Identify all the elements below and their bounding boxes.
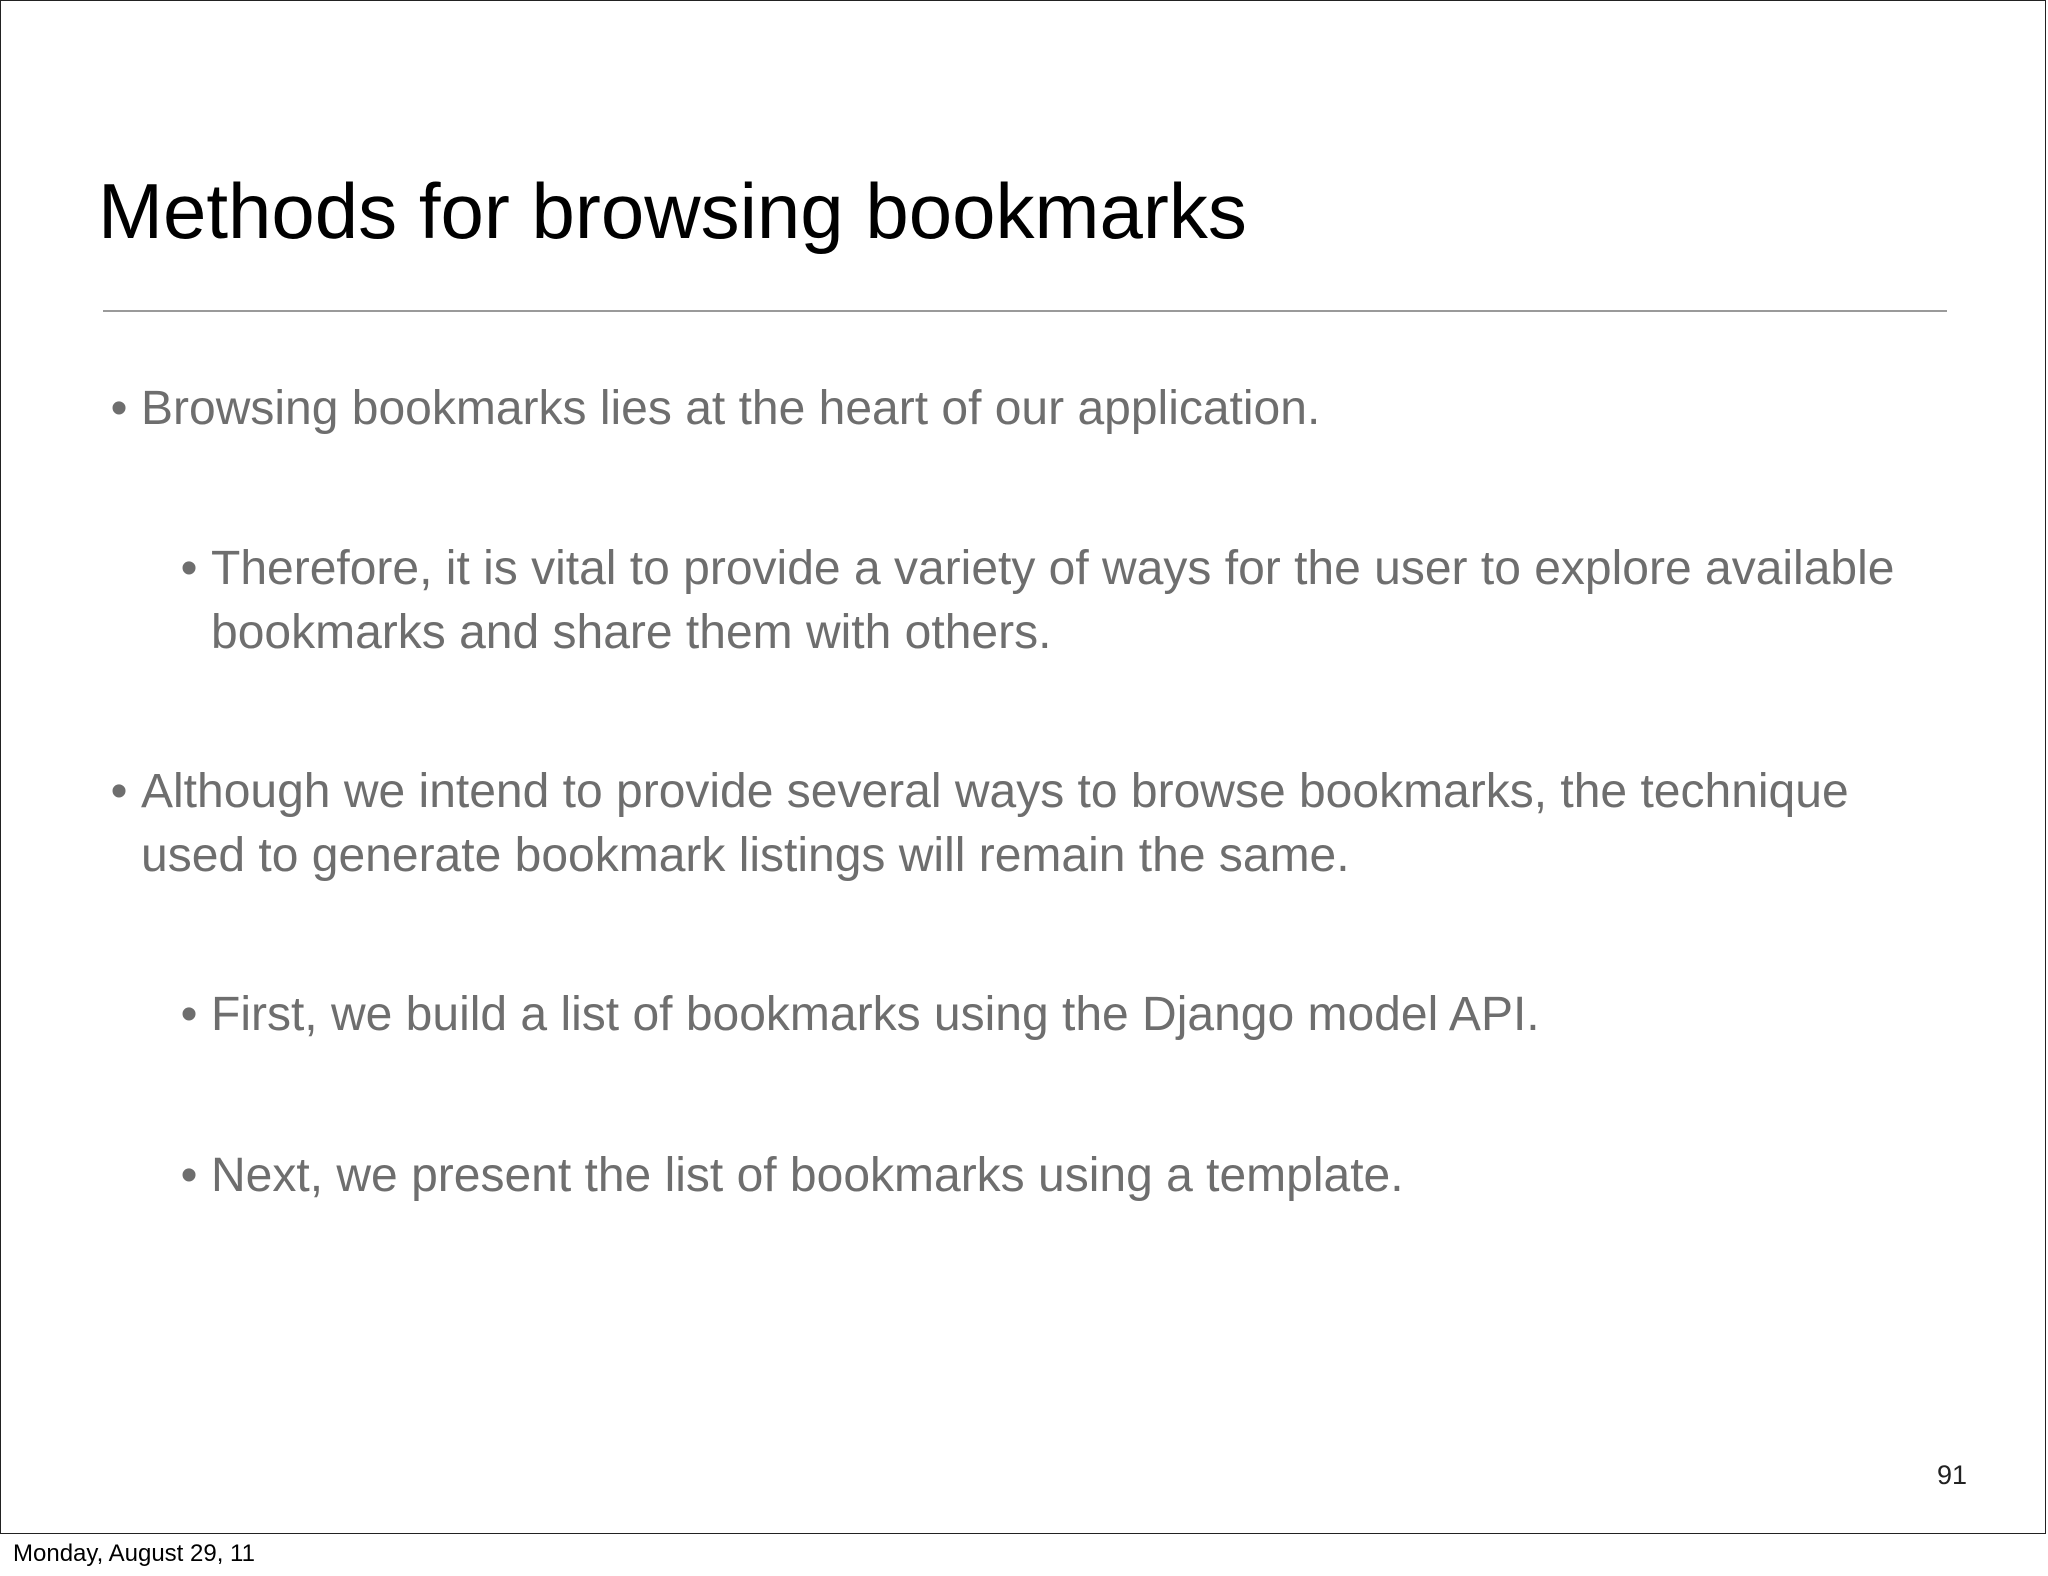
page-number: 91	[1936, 1460, 1967, 1490]
bullet-level2-variety	[180, 537, 1931, 665]
bullet-level1-browsing	[110, 377, 1921, 441]
bullet-level1-technique	[110, 760, 1921, 888]
bullet-text: Browsing bookmarks lies at the heart of our application.	[141, 382, 1321, 435]
bullet-dot-icon: •	[110, 765, 128, 818]
bullet-level2-build-list	[180, 983, 1931, 1047]
bullet-text: Next, we present the list of bookmarks using a template.	[211, 1149, 1404, 1202]
bullet-text: Therefore, it is vital to provide a variety of ways for the user to explore available bookmarks and share them with others.	[211, 542, 1895, 659]
bullet-text: First, we build a list of bookmarks using the Django model API.	[211, 988, 1540, 1041]
bullet-dot-icon: •	[180, 988, 198, 1041]
bullet-dot-icon: •	[180, 542, 198, 595]
bullet-dot-icon: •	[110, 382, 128, 435]
title-divider	[103, 310, 1947, 312]
slide-title: Methods for browsing bookmarks	[98, 167, 1247, 255]
footer-date: Monday, August 29, 11	[13, 1540, 255, 1567]
bullet-dot-icon: •	[180, 1149, 198, 1202]
bullet-level2-template	[180, 1144, 1931, 1208]
bullet-text: Although we intend to provide several ways to browse bookmarks, the technique used to generate bookmark listings will remain the same.	[141, 765, 1849, 882]
